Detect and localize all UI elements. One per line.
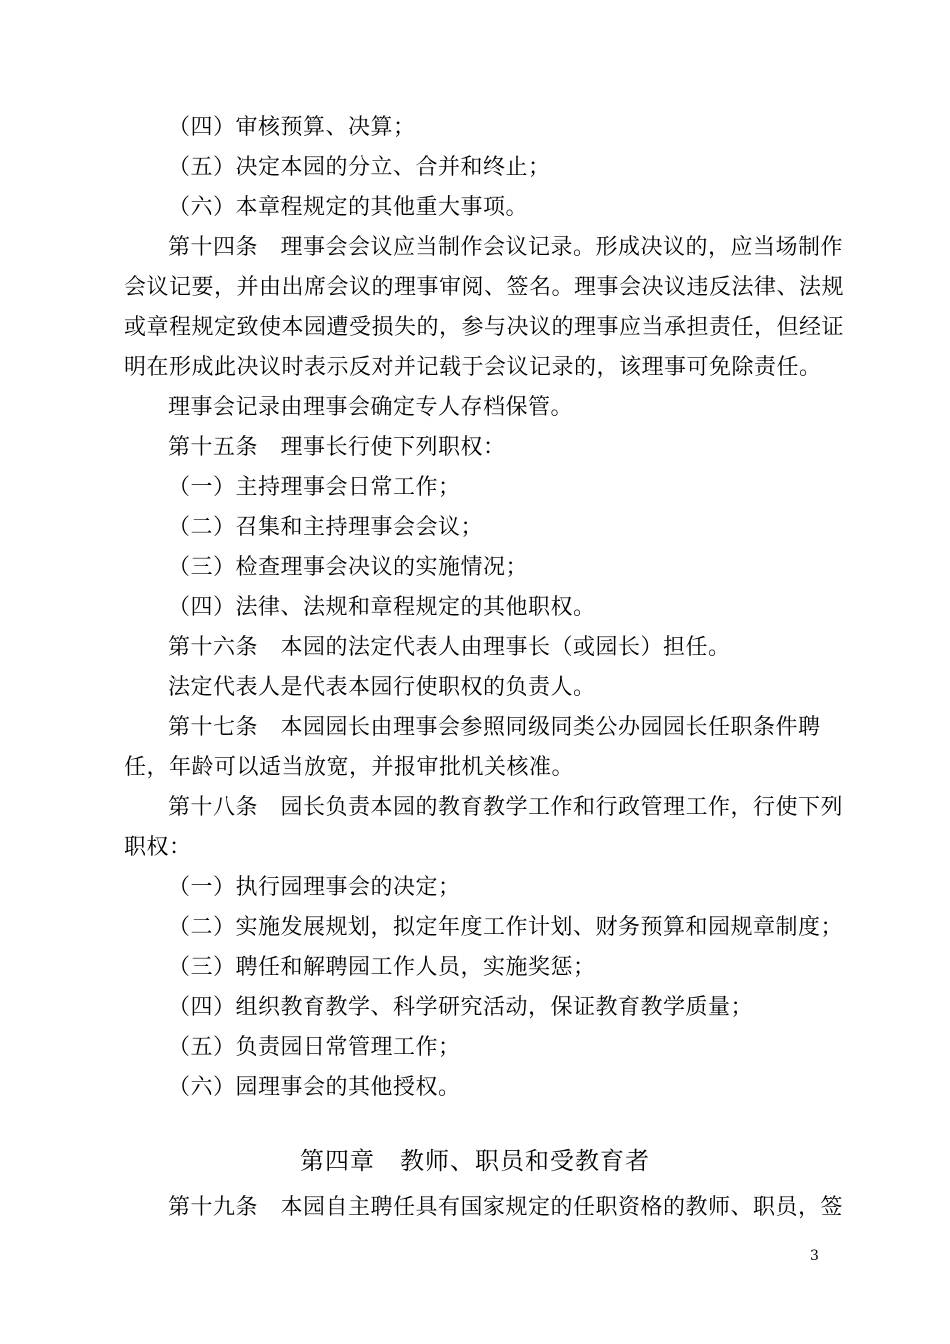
clause-line: （三）聘任和解聘园工作人员，实施奖惩； <box>168 955 596 980</box>
article-line: 第十四条 理事会会议应当制作会议记录。形成决议的，应当场制作 <box>168 235 844 260</box>
article-line: 第十五条 理事长行使下列职权： <box>168 435 506 460</box>
article-line: 第十九条 本园自主聘任具有国家规定的任职资格的教师、职员，签 <box>168 1195 844 1220</box>
paragraph-line: 任，年龄可以适当放宽，并报审批机关核准。 <box>124 755 575 780</box>
paragraph-line: 明在形成此决议时表示反对并记载于会议记录的，该理事可免除责任。 <box>124 355 822 380</box>
paragraph-line: 理事会记录由理事会确定专人存档保管。 <box>168 395 574 420</box>
clause-line: （二）实施发展规划，拟定年度工作计划、财务预算和园规章制度； <box>168 915 844 940</box>
paragraph-line: 或章程规定致使本园遭受损失的，参与决议的理事应当承担责任，但经证 <box>124 315 845 340</box>
clause-line: （六）本章程规定的其他重大事项。 <box>168 195 529 220</box>
clause-line: （三）检查理事会决议的实施情况； <box>168 555 529 580</box>
chapter-heading: 第四章 教师、职员和受教育者 <box>300 1147 650 1175</box>
clause-line: （五）负责园日常管理工作； <box>168 1035 461 1060</box>
paragraph-line: 职权： <box>124 835 192 860</box>
paragraph-line: 法定代表人是代表本园行使职权的负责人。 <box>168 675 596 700</box>
page-number: 3 <box>810 1248 819 1264</box>
clause-line: （一）执行园理事会的决定； <box>168 875 461 900</box>
article-line: 第十七条 本园园长由理事会参照同级同类公办园园长任职条件聘 <box>168 715 821 740</box>
clause-line: （四）组织教育教学、科学研究活动，保证教育教学质量； <box>168 995 754 1020</box>
article-line: 第十八条 园长负责本园的教育教学工作和行政管理工作，行使下列 <box>168 795 844 820</box>
article-line: 第十六条 本园的法定代表人由理事长（或园长）担任。 <box>168 635 731 660</box>
paragraph-line: 会议记要，并由出席会议的理事审阅、签名。理事会决议违反法律、法规 <box>124 275 845 300</box>
clause-line: （一）主持理事会日常工作； <box>168 475 461 500</box>
clause-line: （六）园理事会的其他授权。 <box>168 1075 461 1100</box>
clause-line: （四）法律、法规和章程规定的其他职权。 <box>168 595 596 620</box>
clause-line: （四）审核预算、决算； <box>168 115 416 140</box>
clause-line: （二）召集和主持理事会会议； <box>168 515 484 540</box>
clause-line: （五）决定本园的分立、合并和终止； <box>168 155 551 180</box>
